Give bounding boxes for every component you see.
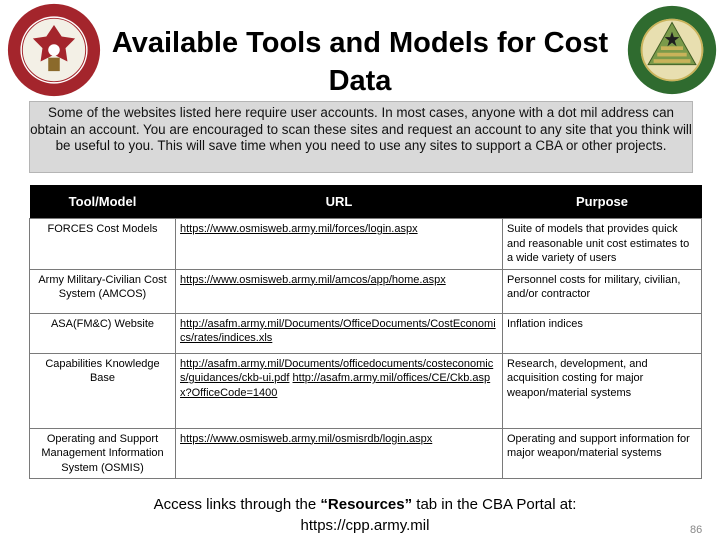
footer-suffix: tab in the CBA Portal at:: [412, 496, 577, 513]
tool-purpose: Operating and support information for major weapon/material systems: [503, 428, 702, 479]
tool-url-cell: [176, 353, 503, 428]
table-header-row: [30, 185, 702, 219]
table-row: [30, 313, 702, 353]
army-fmc-seal-logo: [626, 4, 718, 96]
tool-url-link[interactable]: http://asafm.army.mil/Documents/officedocuments/costeconomics/guidances/ckb-ui.pdf: [180, 357, 494, 384]
tool-purpose: Suite of models that provides quick and reasonable unit cost estimates to a wide variety of users: [503, 219, 702, 270]
tool-url-link[interactable]: https://www.osmisweb.army.mil/amcos/app/home.aspx: [180, 273, 446, 286]
tool-purpose: Personnel costs for military, civilian, and/or contractor: [503, 269, 702, 313]
tool-purpose: Inflation indices: [503, 313, 702, 353]
table-row: [30, 353, 702, 428]
tool-url-cell: [176, 269, 503, 313]
tool-name: FORCES Cost Models: [30, 219, 176, 270]
tool-name: Operating and Support Management Information System (OSMIS): [30, 428, 176, 479]
tool-name: ASA(FM&C) Website: [30, 313, 176, 353]
resources-tab-label: “Resources”: [320, 496, 413, 513]
tool-url-cell: [176, 313, 503, 353]
column-header-purpose: Purpose: [503, 185, 702, 219]
tool-url-link[interactable]: https://www.osmisweb.army.mil/forces/login.aspx: [180, 223, 418, 235]
table-row: [30, 428, 702, 479]
tool-name: Capabilities Knowledge Base: [30, 353, 176, 428]
column-header-url: URL: [176, 185, 503, 219]
table-row: [30, 269, 702, 313]
page-number: 86: [690, 524, 703, 536]
tool-purpose: Research, development, and acquisition costing for major weapon/material systems: [503, 353, 702, 428]
footer-line-1: [110, 494, 620, 515]
tool-url-link[interactable]: http://asafm.army.mil/Documents/OfficeDocuments/CostEconomics/rates/indices.xls: [180, 317, 496, 344]
page-title: Available Tools and Models for Cost Data: [111, 27, 609, 97]
tool-url-cell: [176, 219, 503, 270]
footer-note: [110, 494, 620, 536]
table-row: [30, 219, 702, 270]
tool-url-link-secondary[interactable]: http://asafm.army.mil/offices/CE/Ckb.aspx?OfficeCode=1400: [180, 372, 491, 399]
tools-table: [29, 185, 702, 479]
portal-url[interactable]: https://cpp.army.mil: [300, 517, 430, 534]
tool-name: Army Military-Civilian Cost System (AMCOS): [30, 269, 176, 313]
footer-prefix: Access links through the: [153, 496, 321, 513]
column-header-tool: Tool/Model: [30, 185, 176, 219]
intro-paragraph: Some of the websites listed here require user accounts. In most cases, anyone with a dot mil address can obtain an account. You are encouraged to scan these sites and request an account to any site that you think will be useful to you. This will save time when you need to use any sites to support a CBA or other projects.: [29, 101, 693, 173]
asa-seal-logo: [6, 2, 102, 98]
tool-url-cell: [176, 428, 503, 479]
tool-url-link[interactable]: https://www.osmisweb.army.mil/osmisrdb/login.aspx: [180, 432, 433, 445]
